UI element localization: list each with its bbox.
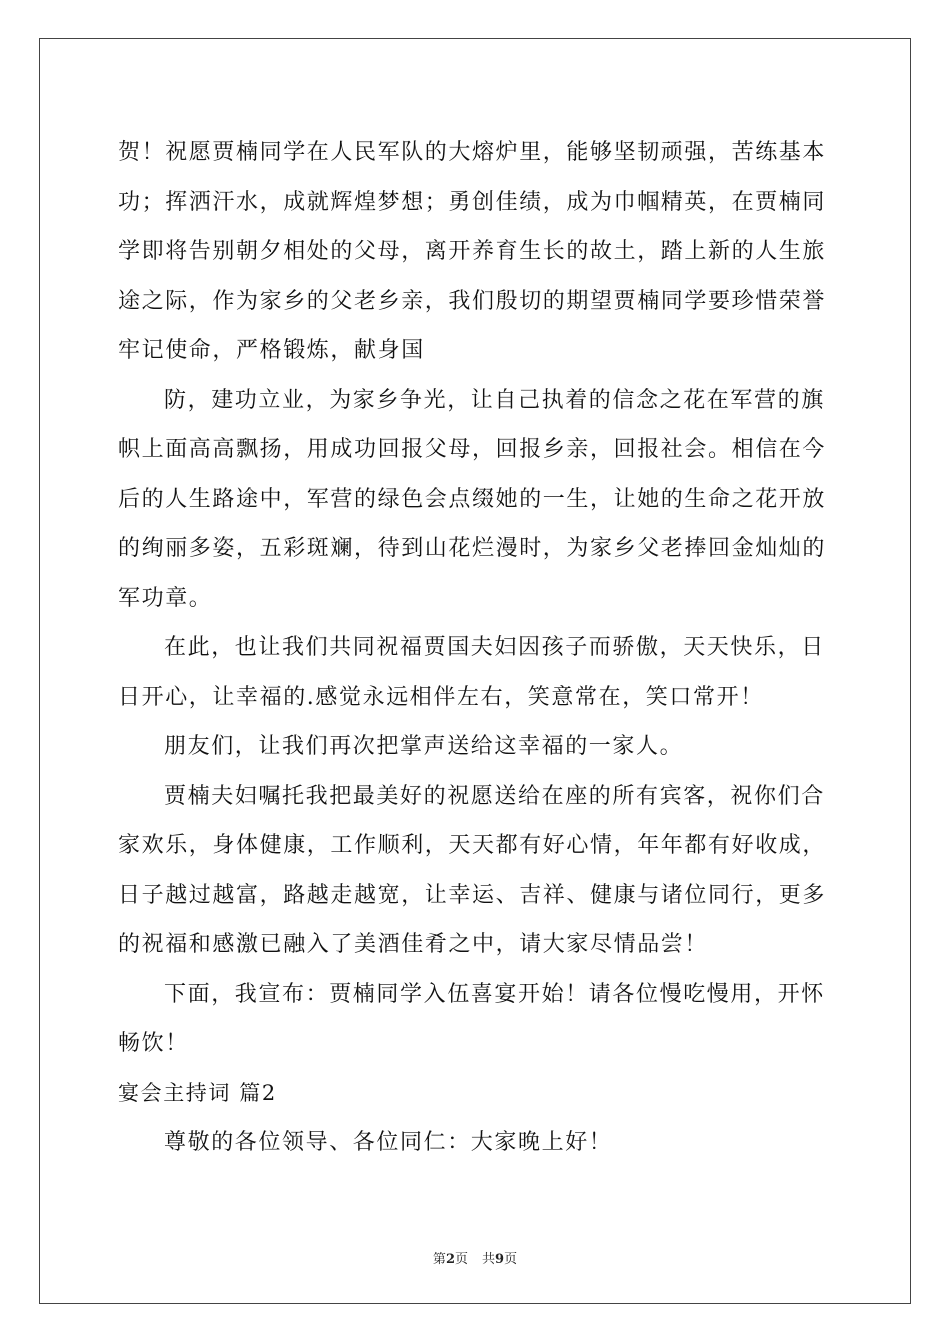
text-line-13: 朋友们，让我们再次把掌声送给这幸福的一家人。 bbox=[164, 734, 684, 759]
text-line-6: 防，建功立业，为家乡争光，让自己执着的信念之花在军营的旗 bbox=[164, 387, 825, 413]
text-line-4: 途之际，作为家乡的父老乡亲，我们殷切的期望贾楠同学要珍惜荣誉 bbox=[118, 288, 827, 314]
text-line-11: 在此，也让我们共同祝福贾国夫妇因孩子而骄傲，天天快乐，日 bbox=[164, 635, 825, 660]
total-page-number: 9 bbox=[495, 1252, 505, 1267]
text-line-5: 牢记使命，严格锻炼，献身国 bbox=[118, 338, 425, 363]
page-footer bbox=[0, 1248, 950, 1267]
text-line-17: 的祝福和感激已融入了美酒佳肴之中，请大家尽情品尝！ bbox=[118, 932, 709, 957]
footer-total-suffix: 页 bbox=[504, 1252, 518, 1267]
text-line-7: 帜上面高高飘扬，用成功回报父母，回报乡亲，回报社会。相信在今 bbox=[118, 437, 827, 462]
text-line-9: 的绚丽多姿，五彩斑斓，待到山花烂漫时，为家乡父老捧回金灿灿的 bbox=[118, 536, 827, 561]
text-line-21: 尊敬的各位领导、各位同仁：大家晚上好！ bbox=[164, 1130, 613, 1155]
footer-page-word: 页 bbox=[454, 1252, 468, 1267]
text-line-16: 日子越过越富，路越走越宽，让幸运、吉祥、健康与诸位同行，更多 bbox=[118, 882, 827, 908]
text-line-18: 下面，我宣布：贾楠同学入伍喜宴开始！请各位慢吃慢用，开怀 bbox=[164, 981, 825, 1007]
text-line-3: 学即将告别朝夕相处的父母，离开养育生长的故土，踏上新的人生旅 bbox=[118, 239, 827, 264]
text-line-8: 后的人生路途中，军营的绿色会点缀她的一生，让她的生命之花开放 bbox=[118, 486, 827, 512]
text-line-15: 家欢乐，身体健康，工作顺利，天天都有好心情，年年都有好收成， bbox=[118, 833, 827, 858]
text-line-1: 贺！祝愿贾楠同学在人民军队的大熔炉里，能够坚韧顽强，苦练基本 bbox=[118, 140, 827, 165]
text-line-14: 贾楠夫妇嘱托我把最美好的祝愿送给在座的所有宾客，祝你们合 bbox=[164, 783, 825, 809]
section-heading: 宴会主持词 篇2 bbox=[118, 1080, 277, 1105]
document-body bbox=[118, 128, 834, 1168]
text-line-12: 日开心，让幸福的.感觉永远相伴左右，笑意常在，笑口常开！ bbox=[118, 684, 764, 710]
footer-total-prefix: 共 bbox=[482, 1252, 496, 1267]
footer-prefix: 第 bbox=[432, 1252, 446, 1267]
current-page-number: 2 bbox=[445, 1252, 455, 1267]
text-line-10: 军功章。 bbox=[118, 585, 213, 611]
text-line-2: 功；挥洒汗水，成就辉煌梦想；勇创佳绩，成为巾帼精英，在贾楠同 bbox=[118, 189, 827, 215]
text-line-19: 畅饮！ bbox=[118, 1031, 189, 1056]
